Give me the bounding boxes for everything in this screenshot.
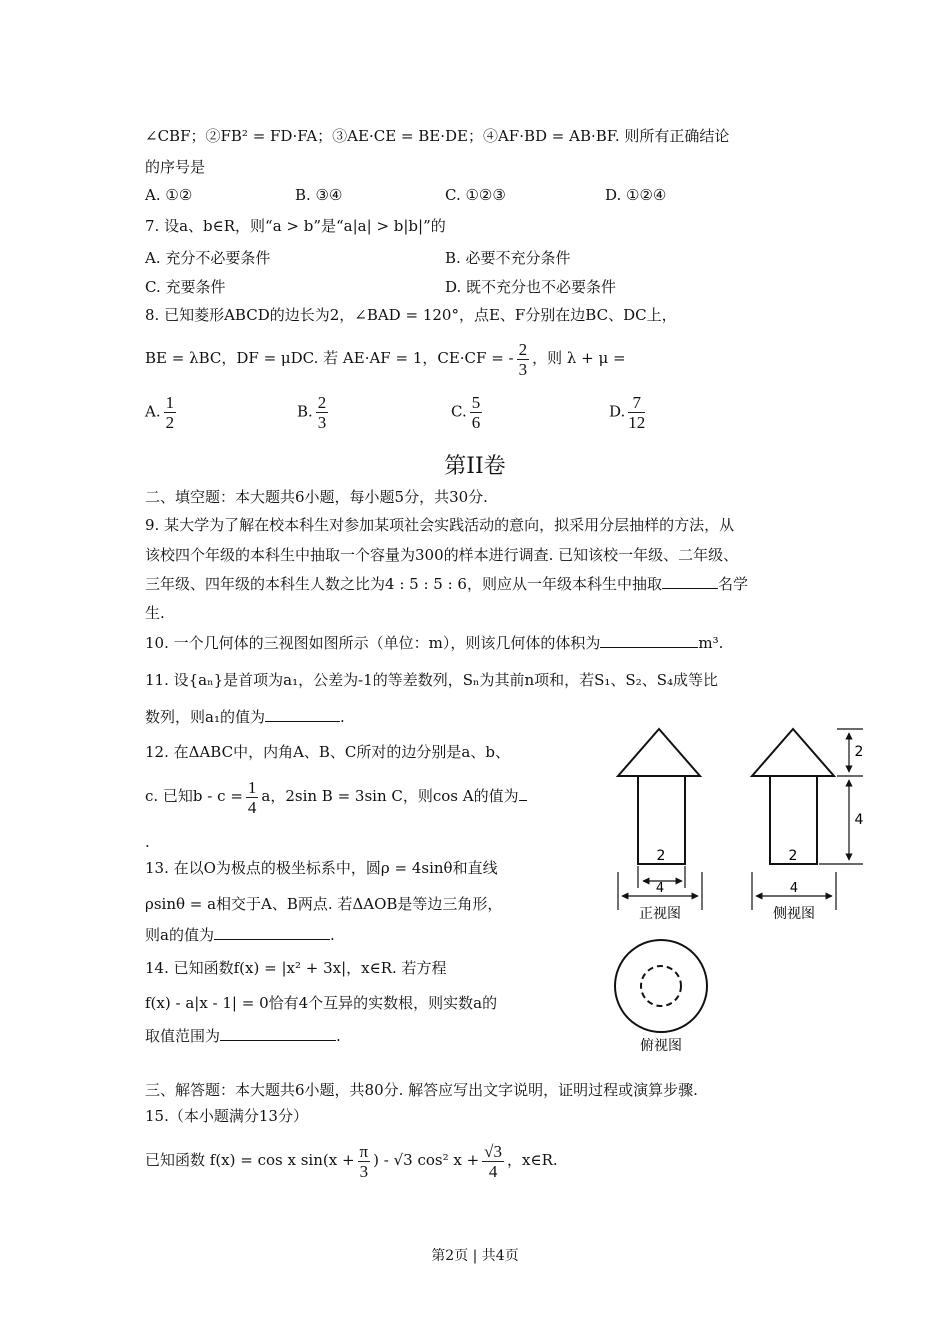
top-view-outer-circle [615,940,707,1032]
q14-line1: 14. 已知函数f(x) = |x² + 3x|，x∈R. 若方程 [145,959,447,977]
q7-option-c: C. 充要条件 [145,278,226,296]
three-view-figure [605,720,875,1065]
q13-tail: . [329,926,335,944]
q14-text: 取值范围为 [145,1027,221,1045]
side-view-base-dim: 4 [789,881,799,896]
q13-line1: 13. 在以O为极点的极坐标系中，圆ρ = 4sinθ和直线 [145,859,498,877]
q12-fraction [246,778,259,817]
q11-text: 数列，则a₁的值为 [145,708,265,726]
side-view-roof-height: 2 [854,744,864,760]
q9-line3 [145,574,748,594]
q6-option-c: C. ①②③ [445,186,506,204]
q12-line2-b: a，2sin B = 3sin C，则cos A的值为 [261,787,519,805]
q8-option-a [145,393,179,432]
q15-title: 15.（本小题满分13分） [145,1107,308,1125]
solution-section-header: 三、解答题：本大题共6小题，共80分. 解答应写出文字说明，证明过程或演算步骤. [145,1081,698,1099]
q15-function-line [145,1138,558,1182]
q8-option-d-num: 7 [628,393,645,413]
q9-answer-blank[interactable] [662,574,718,589]
top-view-caption: 俯视图 [640,1038,682,1054]
q8-option-a-den: 2 [165,413,175,432]
q7-stem: 7. 设a、b∈R，则“a > b”是“a|a| > b|b|”的 [145,217,446,235]
q13-text: 则a的值为 [145,926,214,944]
q8-option-d [609,393,648,432]
q14-tail: . [336,1027,341,1045]
fill-in-section-header: 二、填空题：本大题共6小题，每小题5分，共30分. [145,488,488,506]
q10-tail: m³. [698,634,724,652]
q15-sqrt-denominator: 4 [488,1161,498,1181]
q9-line2: 该校四个年级的本科生中抽取一个容量为300的样本进行调查. 已知该校一年级、二年级、 [145,546,739,564]
q8-option-b [297,393,331,432]
q15-text-c: ，x∈R. [507,1151,558,1169]
q8-option-b-num: 2 [317,393,327,412]
q9-line1: 9. 某大学为了解在校本科生对参加某项社会实践活动的意向，拟采用分层抽样的方法，从 [145,516,735,534]
q8-option-d-label: D. [609,402,626,421]
q14-answer-blank[interactable] [220,1026,336,1041]
q8-option-d-fraction [628,393,645,432]
q10-answer-blank[interactable] [600,633,698,648]
q6-option-a: A. ①② [145,186,193,204]
q15-text-a: 已知函数 f(x) = cos x sin(x + [145,1151,355,1169]
q10-text: 10. 一个几何体的三视图如图所示（单位：m），则该几何体的体积为 [145,634,601,652]
q6-option-d: D. ①②④ [605,186,667,204]
page-footer: 第2页 | 共4页 [431,1248,519,1264]
q8-option-c-fraction [470,393,483,432]
q8-option-c [451,393,485,432]
q15-pi-numerator: π [359,1141,369,1161]
top-view-dashed-circle [641,966,681,1006]
q12-line2-a: c. 已知b - c = [145,787,243,805]
q8-option-d-den: 12 [628,413,646,432]
q8-option-c-label: C. [451,402,467,421]
q12-line3: . [145,833,150,851]
side-view-caption: 侧视图 [773,906,815,922]
q12-answer-blank[interactable] [519,786,527,801]
q8-stem-line2-a: BE = λBC，DF = μDC. 若 AE·AF = 1，CE·CF = - [145,349,514,367]
q8-option-b-label: B. [297,402,313,421]
q7-option-b: B. 必要不充分条件 [445,249,571,267]
q11-answer-blank[interactable] [265,707,340,722]
section-2-title: 第II卷 [444,454,506,479]
front-view-roof [618,729,700,776]
front-view [618,729,702,922]
q8-option-a-num: 1 [165,393,175,412]
q6-option-b: B. ③④ [295,186,343,204]
q11-line1: 11. 设{aₙ}是首项为a₁，公差为-1的等差数列，Sₙ为其前n项和，若S₁、S₂、S₄成等比 [145,671,719,689]
q12-line1: 12. 在ΔABC中，内角A、B、C所对的边分别是a、b、 [145,743,510,761]
q8-option-b-den: 3 [317,413,327,432]
side-view-roof [752,729,834,776]
q12-line2 [145,775,527,817]
q14-line2: f(x) - a|x - 1| = 0恰有4个互异的实数根，则实数a的 [145,994,498,1012]
q9-line4: 生. [145,604,165,622]
q8-stem-line1: 8. 已知菱形ABCD的边长为2，∠BAD = 120°，点E、F分别在边BC、DC上， [145,306,677,324]
q6-continuation-line1: ∠CBF；②FB² = FD·FA；③AE·CE = BE·DE；④AF·BD = AB·BF. 则所有正确结论 [145,127,730,145]
q15-pi-fraction [358,1142,371,1181]
q11-tail: . [339,708,345,726]
q8-option-c-den: 6 [471,413,481,432]
q15-sqrt-fraction [482,1142,504,1181]
q12-fraction-numerator: 1 [247,777,257,797]
q12-fraction-denominator: 4 [247,797,257,817]
q14-line3 [145,1026,341,1046]
q15-sqrt-numerator: √3 [484,1141,503,1161]
q10-line1 [145,633,723,653]
q11-line2 [145,707,345,727]
q8-fraction-numerator: 2 [518,339,528,359]
q7-option-d: D. 既不充分也不必要条件 [445,278,617,296]
side-view [752,729,864,922]
q8-option-a-fraction [164,393,177,432]
top-view [615,940,707,1054]
q8-option-a-label: A. [145,402,161,421]
q8-fraction-denominator: 3 [518,359,528,379]
front-view-base-dim: 4 [655,881,665,896]
side-view-body-height: 4 [854,812,864,828]
side-view-inner-dim: 2 [788,848,798,864]
q8-stem-line2-b: ，则 λ + μ = [532,349,626,367]
q13-line3 [145,925,335,945]
q6-continuation-line2: 的序号是 [145,158,206,176]
q9-line3-text: 三年级、四年级的本科生人数之比为4 : 5 : 5 : 6，则应从一年级本科生中抽取 [145,575,662,593]
front-view-inner-dim: 2 [656,848,666,864]
q8-option-b-fraction [316,393,329,432]
q9-line3-tail: 名学 [717,575,748,593]
q15-pi-denominator: 3 [359,1161,369,1181]
front-view-caption: 正视图 [639,906,681,922]
q15-text-b: ) - √3 cos² x + [373,1151,480,1169]
q13-line2: ρsinθ = a相交于A、B两点. 若ΔAOB是等边三角形， [145,895,503,913]
q7-option-a: A. 充分不必要条件 [145,249,271,267]
q8-stem-line2 [145,337,626,379]
q8-fraction [517,340,530,379]
q8-option-c-num: 5 [471,393,481,412]
q13-answer-blank[interactable] [214,925,330,940]
